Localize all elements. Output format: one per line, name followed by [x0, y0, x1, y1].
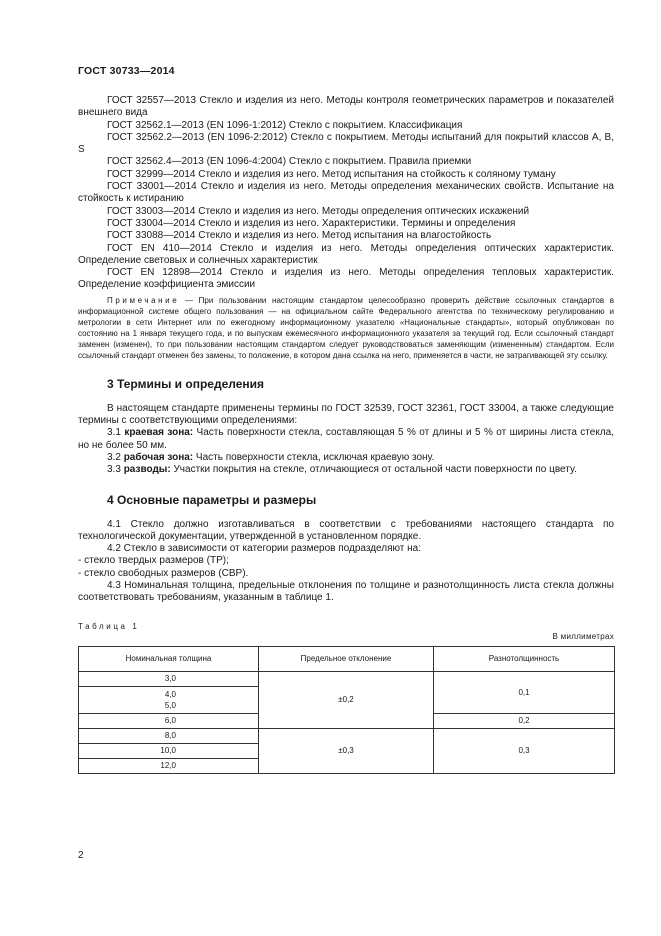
note-label: Примечание: [107, 295, 180, 305]
reference-item: ГОСТ 33004—2014 Стекло и изделия из него. Характеристики. Термины и определения: [107, 217, 516, 229]
term-definition: [78, 464, 614, 476]
deviation-cell: ±0,2: [259, 671, 434, 728]
variation-cell: 0,2: [434, 713, 615, 728]
list-item: - стекло твердых размеров (ТР);: [78, 555, 229, 567]
variation-cell: 0,3: [434, 728, 615, 773]
reference-item: ГОСТ 32557—2013 Стекло и изделия из него. Методы контроля геометрических параметров и показателей внешнего вида: [78, 95, 614, 119]
nominal-thickness-cell: 6,0: [79, 713, 259, 728]
column-header: Предельное отклонение: [259, 646, 434, 671]
normative-references: [78, 95, 614, 292]
term-number: 3.2: [107, 451, 121, 463]
section-3-intro: В настоящем стандарте применены термины по ГОСТ 32539, ГОСТ 32361, ГОСТ 33004, а также следующие термины с соответствующими определениями:: [78, 402, 614, 427]
nominal-thickness-cell: 3,0: [79, 671, 259, 686]
term-number: 3.1: [107, 427, 121, 439]
nominal-thickness-cell: 10,0: [79, 743, 259, 758]
table-unit: В миллиметрах: [552, 631, 614, 641]
term-text: Участки покрытия на стекле, отличающиеся от остальной части поверхности по цвету.: [173, 464, 577, 476]
reference-item: ГОСТ 33088—2014 Стекло и изделия из него. Метод испытания на влагостойкость: [107, 230, 492, 242]
section-3-heading: 3 Термины и определения: [107, 376, 265, 391]
section-4-paragraph: 4.1 Стекло должно изготавливаться в соответствии с требованиями настоящего стандарта по технологической документации, утвержденной в установленном порядке.: [78, 518, 614, 542]
reference-item: ГОСТ 32562.2—2013 (EN 1096-2:2012) Стекло с покрытием. Методы испытаний для покрытий классов A, B, S: [78, 131, 614, 156]
column-header: Номинальная толщина: [79, 646, 259, 671]
section-4-heading: 4 Основные параметры и размеры: [107, 492, 317, 507]
variation-cell: 0,1: [434, 671, 615, 713]
reference-item: ГОСТ 33001—2014 Стекло и изделия из него. Методы определения механических свойств. Испытание на стойкость к истиранию: [78, 181, 614, 205]
document-body: [78, 95, 614, 774]
table-row: [79, 671, 615, 686]
reference-item: ГОСТ EN 12898—2014 Стекло и изделия из него. Методы определения тепловых характеристик. Определение коэффициента эмиссии: [78, 267, 614, 291]
note-text: — При пользовании настоящим стандартом целесообразно проверить действие ссылочных стандартов в информационной системе общего пользования — на официальном сайте Федерального агентства по техническому регулированию и метрологии в сети Интернет или по ежегодному информационному указателю «Национальные стандарты», который опубликован по состоянию на 1 января текущего года, и по выпускам ежемесячного информационного указателя за текущий год. Если ссылочный стандарт заменен (изменен), то при пользовании настоящим стандартом следует руководствоваться заменяющим (измененным) стандартом. Если ссылочный стандарт отменен без замены, то положение, в котором дана ссылка на него, применяется в части, не затрагивающей эту ссылку.: [78, 295, 614, 360]
note: [78, 295, 614, 361]
reference-item: ГОСТ 32562.4—2013 (EN 1096-4:2004) Стекло с покрытием. Правила приемки: [107, 156, 472, 168]
reference-item: ГОСТ 33003—2014 Стекло и изделия из него. Методы определения оптических искажений: [107, 205, 530, 217]
term-name: рабочая зона:: [123, 451, 194, 463]
term-number: 3.3: [107, 464, 121, 476]
section-4-paragraph: 4.3 Номинальная толщина, предельные отклонения по толщине и разнотолщинность листа стекла должны соответствовать требованиям, указанным в таблице 1.: [78, 580, 614, 604]
term-text: Часть поверхности стекла, составляющая 5 % от длины и 5 % от ширины листа стекла, но не более 50 мм.: [78, 427, 614, 451]
nominal-thickness-cell: 8,0: [79, 728, 259, 743]
nominal-thickness-cell: 4,0 5,0: [79, 686, 259, 713]
deviation-cell: ±0,3: [259, 728, 434, 773]
term-definition: [78, 427, 614, 452]
reference-item: ГОСТ 32562.1—2013 (EN 1096-1:2012) Стекло с покрытием. Классификация: [107, 119, 463, 131]
term-name: краевая зона:: [124, 427, 194, 439]
table-row: [79, 728, 615, 743]
reference-item: ГОСТ 32999—2014 Стекло и изделия из него. Метод испытания на стойкость к соляному туману: [107, 168, 556, 180]
term-definition: [78, 452, 614, 464]
table-caption: Таблица 1: [78, 621, 140, 631]
table-header-row: [79, 646, 615, 671]
page-number: 2: [78, 850, 84, 861]
reference-item: ГОСТ EN 410—2014 Стекло и изделия из него. Методы определения оптических характеристик. Определение световых и солнечных характеристик: [78, 242, 614, 266]
thickness-table: [78, 646, 615, 774]
term-name: разводы:: [123, 464, 171, 476]
column-header: Разнотолщинность: [434, 646, 615, 671]
document-header: ГОСТ 30733—2014: [78, 65, 175, 77]
nominal-thickness-cell: 12,0: [79, 758, 259, 773]
section-4-paragraph: 4.2 Стекло в зависимости от категории размеров подразделяют на:: [107, 543, 422, 555]
list-item: - стекло свободных размеров (СВР).: [78, 567, 249, 579]
term-text: Часть поверхности стекла, исключая краевую зону.: [195, 451, 435, 463]
